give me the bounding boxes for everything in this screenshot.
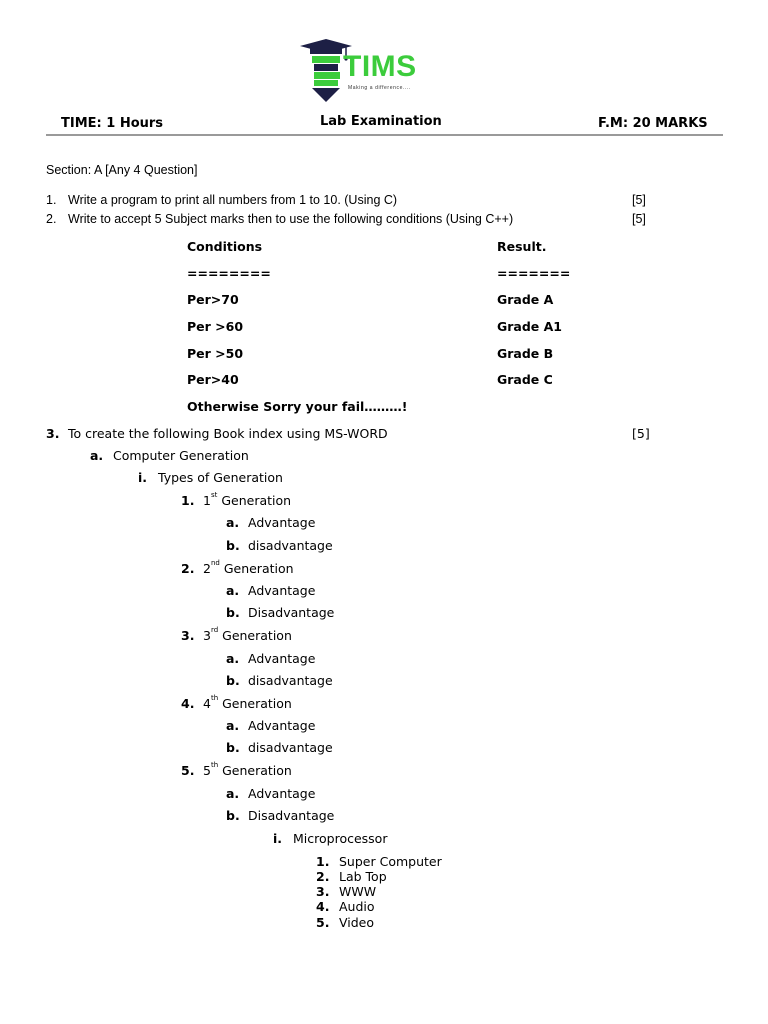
header-divider	[46, 134, 723, 136]
list-marker: 3.	[181, 628, 195, 643]
index-generation: 3rd Generation	[203, 626, 292, 643]
condition-cell: Per >60	[187, 319, 244, 334]
list-marker: 1.	[316, 854, 330, 869]
list-marker: 5.	[316, 915, 330, 930]
index-generation: 4th Generation	[203, 694, 292, 711]
list-marker: b.	[226, 808, 240, 823]
conditions-header: Conditions	[187, 239, 263, 254]
index-item: Video	[339, 915, 375, 930]
list-marker: a.	[226, 718, 240, 733]
logo-tagline: Making a difference....	[348, 85, 411, 91]
q1-marks: [5]	[632, 193, 646, 207]
result-header: Result.	[497, 239, 547, 254]
list-marker: a.	[226, 651, 240, 666]
list-marker: b.	[226, 740, 240, 755]
list-marker: 2.	[181, 561, 195, 576]
list-marker: b.	[226, 538, 240, 553]
index-item: Super Computer	[339, 854, 442, 869]
result-cell: Grade B	[497, 346, 554, 361]
index-disadvantage: disadvantage	[248, 673, 333, 688]
logo-brand-text: TIMS	[343, 50, 417, 83]
list-marker: 4.	[181, 696, 195, 711]
index-advantage: Advantage	[248, 786, 316, 801]
list-marker: i.	[138, 470, 148, 485]
condition-cell: Per>70	[187, 292, 239, 307]
list-marker: 3.	[316, 884, 330, 899]
list-marker: 2.	[316, 869, 330, 884]
index-advantage: Advantage	[248, 515, 316, 530]
index-advantage: Advantage	[248, 583, 316, 598]
result-cell: Grade A	[497, 292, 554, 307]
q3-number: 3.	[46, 426, 60, 441]
condition-cell: Per >50	[187, 346, 244, 361]
list-marker: b.	[226, 605, 240, 620]
q2-marks: [5]	[632, 212, 646, 226]
index-generation: 2nd Generation	[203, 559, 294, 576]
index-microprocessor: Microprocessor	[293, 831, 388, 846]
list-marker: a.	[226, 786, 240, 801]
list-marker: 5.	[181, 763, 195, 778]
list-marker: 1.	[181, 493, 195, 508]
list-marker: b.	[226, 673, 240, 688]
index-generation: 5th Generation	[203, 761, 292, 778]
condition-cell: Per>40	[187, 372, 239, 387]
index-disadvantage: disadvantage	[248, 538, 333, 553]
index-advantage: Advantage	[248, 718, 316, 733]
section-heading: Section: A [Any 4 Question]	[46, 163, 198, 177]
q3-marks: [5]	[632, 426, 650, 441]
index-item: WWW	[339, 884, 377, 899]
tims-logo	[298, 38, 438, 104]
list-marker: 4.	[316, 899, 330, 914]
conditions-separator: ========	[187, 266, 271, 281]
result-cell: Grade A1	[497, 319, 563, 334]
list-marker: a.	[226, 515, 240, 530]
list-marker: a.	[226, 583, 240, 598]
q1-number: 1.	[46, 193, 57, 207]
index-computer-generation: Computer Generation	[113, 448, 249, 463]
q2-text: Write to accept 5 Subject marks then to use the following conditions (Using C++)	[68, 212, 514, 226]
q1-text: Write a program to print all numbers from 1 to 10. (Using C)	[68, 193, 398, 207]
time-label: TIME: 1 Hours	[61, 116, 164, 131]
result-separator: =======	[497, 266, 571, 281]
index-item: Audio	[339, 899, 375, 914]
full-marks-label: F.M: 20 MARKS	[598, 116, 708, 131]
index-disadvantage: Disadvantage	[248, 605, 335, 620]
index-item: Lab Top	[339, 869, 387, 884]
otherwise-row: Otherwise Sorry your fail………!	[187, 399, 408, 414]
index-generation: 1st Generation	[203, 491, 292, 508]
index-types-of-generation: Types of Generation	[158, 470, 283, 485]
q3-text: To create the following Book index using MS-WORD	[68, 426, 388, 441]
list-marker: a.	[90, 448, 104, 463]
q2-number: 2.	[46, 212, 57, 226]
index-disadvantage: Disadvantage	[248, 808, 335, 823]
index-advantage: Advantage	[248, 651, 316, 666]
result-cell: Grade C	[497, 372, 553, 387]
exam-title: Lab Examination	[320, 114, 442, 129]
index-disadvantage: disadvantage	[248, 740, 333, 755]
list-marker: i.	[273, 831, 283, 846]
